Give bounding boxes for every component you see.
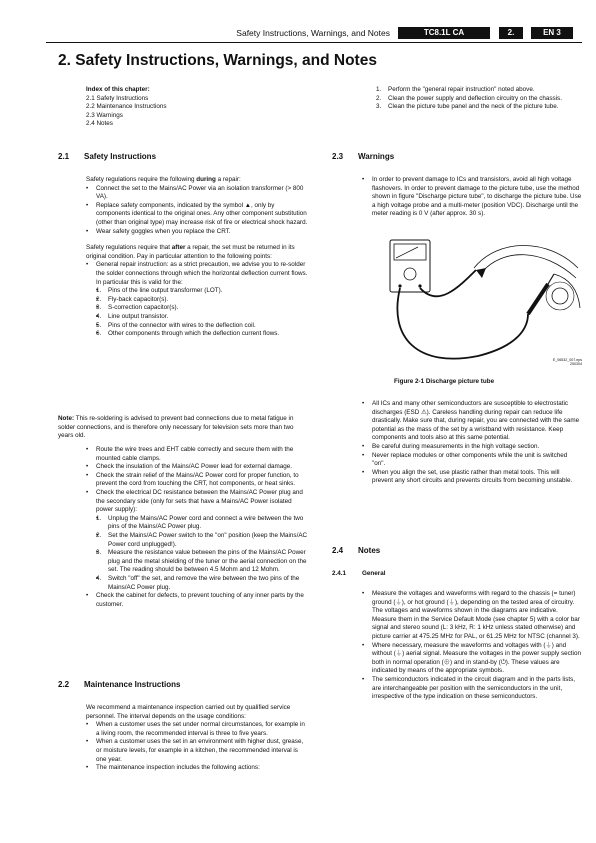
list-item: • Check the strain relief of the Mains/AC Power cord for proper function, to prevent the cord from touching the CRT, hot components, or heat sinks. [86,472,308,489]
list-item: • The maintenance inspection includes the following actions: [86,764,308,773]
maintenance-actions-list: 1. Perform the "general repair instruction" noted above. 2. Clean the power supply and deflection circuitry on the chassis. 3. Clean the picture tube panel and the neck of the picture tube. [376,86,562,111]
list-item: • Check the insulation of the Mains/AC Power lead for external damage. [86,463,308,472]
page-title: 2. Safety Instructions, Warnings, and Notes [58,52,377,69]
section-2-1-checks: • Route the wire trees and EHT cable correctly and secure them with the mounted cable clamps. • Check the insulation of the Mains/AC Power lead for external damage. • Check the strain relief of the Mains/AC Power cord for proper function, to prevent the cord from touching the CRT, hot components, or heat sinks. • Check the electrical DC resistance between the Mains/AC Power plug and the secondary side (only for sets that have a Mains/AC Power isolated power supply): • 1. Unplug the Mains/AC Power cord and connect a wire between the two pins of the Mains/AC Power plug. • 2. Set the Mains/AC Power switch to the "on" position (keep the Mains/AC Power cord unplugged!). • 3. Measure the resistance value between the pins of the Mains/AC Power plug and the metal shielding of the tuner or the aerial connection on the set. The reading should be between 4.5 Mohm and 12 Mohm. • 4. Switch "off" the set, and remove the wire between the two pins of the Mains/AC Power plug. • Check the cabinet for defects, to prevent touching of any inner parts by the customer. [86,446,308,609]
index-item: 2.4 Notes [86,120,113,128]
list-item: • Check the cabinet for defects, to prevent touching of any inner parts by the customer. [86,592,308,609]
note-block: Note: This re-soldering is advised to prevent bad connections due to metal fatigue in solder connections, and is therefore only necessary for television sets more than two years old. [58,415,294,440]
header-page-number: EN 3 [531,27,573,39]
index-title: Index of this chapter: [86,86,150,93]
list-item: General repair instruction: as a strict precaution, we advise you to re-solder the solder connections through which the horizontal deflection current flows. In particular this is valid for the: [96,261,308,286]
chapter-index [86,86,306,129]
header-title: Safety Instructions, Warnings, and Notes [236,28,390,38]
page-header [0,26,596,42]
list-item: • Measure the voltages and waveforms with regard to the chassis (= tuner) ground (⏚), or hot ground (⏚), depending on the tested area of circuitry. The voltages and waveforms shown in the diagrams are indicative. Measure them in the Service Default Mode (see chapter 5) with a color bar signal and stereo sound (L: 3 kHz, R: 1 kHz unless stated otherwise) and picture carrier at 475.25 MHz for PAL, or 61.25 MHz for NTSC (channel 3). [362,590,582,642]
subsection-heading-2-4-1: 2.4.1 General [332,570,386,577]
multimeter-icon [390,240,430,292]
section-2-3-body [362,176,582,219]
list-item: Clean the power supply and deflection circuitry on the chassis. [388,94,562,102]
figure-code: E_06532_007.eps 250304 [552,358,582,366]
list-item: • In order to prevent damage to ICs and transistors, avoid all high voltage flashovers. In order to prevent damage to the picture tube, use the method shown in figure "Discharge picture tube", to discharge the picture tube. Use a high voltage probe and a multi-meter (position VDC). Discharge until the meter reading is 0 V (after approx. 30 s). [362,176,582,219]
header-chapter: 2. [499,27,523,39]
section-heading-2-4: 2.4 Notes [332,546,381,555]
figure-caption: Figure 2-1 Discharge picture tube [394,378,495,385]
list-item: • Wear safety goggles when you replace the CRT. [86,228,308,237]
section-2-3-warnings [362,400,582,486]
list-item: • Route the wire trees and EHT cable correctly and secure them with the mounted cable clamps. [86,446,308,463]
list-item: Clean the picture tube panel and the neck of the picture tube. [388,103,559,111]
list-item: • Replace safety components, indicated by the symbol ▲, only by components identical to the original ones. Any other component substitution (other than original type) may increase risk of fire or electrical shock hazard. [86,202,308,228]
index-item: 2.2 Maintenance Instructions [86,103,167,111]
list-item: • All ICs and many other semiconductors are susceptible to electrostatic discharges (ESD ⚠). Careless handling during repair can reduce life drastically. Make sure that, during repair, you are connected with the same potential as the mass of the set by a wristband with resistance. Keep components and tools also at this same potential. [362,400,582,443]
section-2-1-body: Safety regulations require the following during a repair: • Connect the set to the Mains/AC Power via an isolation transformer (> 800 VA). • Replace safety components, indicated by the symbol ▲, only by components identical to the original ones. Any other component substitution (other than original type) may increase risk of fire or electrical shock hazard. • Wear safety goggles when you replace the CRT. Safety regulations require that after a repair, the set must be returned in its original condition. Pay in particular attention to the following points: • General repair instruction: as a strict precaution, we advise you to re-solder the solder connections through which the horizontal deflection current flows. In particular this is valid for the: • 1. Pins of the line output transformer (LOT). • 2. Fly-back capacitor(s). • 3. S-correction capacitor(s). • 4. Line output transistor. • 5. Pins of the connector with wires to the deflection coil. • 6. Other components through which the deflection current flows. [86,176,308,339]
header-rule [46,42,582,43]
section-heading-2-2: 2.2 Maintenance Instructions [58,680,181,689]
section-heading-2-3: 2.3 Warnings [332,152,395,161]
list-item: • Be careful during measurements in the high voltage section. [362,443,582,452]
list-item: • Where necessary, measure the waveforms and voltages with (⏚) and without (⏚) aerial signal. Measure the voltages in the power supply section both in normal operation (⊕) and in stand-by (⏻). These values are indicated by means of the appropriate symbols. [362,642,582,676]
index-item: 2.1 Safety Instructions [86,94,149,102]
section-2-4-body [362,590,582,702]
discharge-picture-tube-figure [378,228,582,370]
header-model: TC8.1L CA [398,27,490,39]
list-item: • When a customer uses the set in an environment with higher dust, grease, or moisture levels, for example in a kitchen, the recommended interval is one year. [86,738,308,764]
section-2-2-body: We recommend a maintenance inspection carried out by qualified service personnel. The interval depends on the usage conditions: • When a customer uses the set under normal circumstances, for example in a living room, the recommended interval is three to five years. • When a customer uses the set in an environment with higher dust, grease, or moisture levels, for example in a kitchen, the recommended interval is one year. • The maintenance inspection includes the following actions: [86,704,308,773]
list-item: • Connect the set to the Mains/AC Power via an isolation transformer (> 800 VA). [86,185,308,202]
list-item: • When you align the set, use plastic rather than metal tools. This will prevent any short circuits and prevents circuits from becoming unstable. [362,469,582,486]
list-item: • Never replace modules or other components while the unit is switched "on". [362,452,582,469]
list-item: Perform the "general repair instruction" noted above. [388,86,535,93]
index-item: 2.3 Warnings [86,111,123,119]
list-item: • When a customer uses the set under normal circumstances, for example in a living room, the recommended interval is three to five years. [86,721,308,738]
section-heading-2-1: 2.1 Safety Instructions [58,152,157,161]
list-item: • The semiconductors indicated in the circuit diagram and in the parts lists, are interchangeable per position with the semiconductors in the unit, irrespective of the type indication on these semiconductors. [362,676,582,702]
list-item: Check the electrical DC resistance between the Mains/AC Power plug and the secondary side (only for sets that have a Mains/AC Power isolated power supply): [96,488,303,514]
